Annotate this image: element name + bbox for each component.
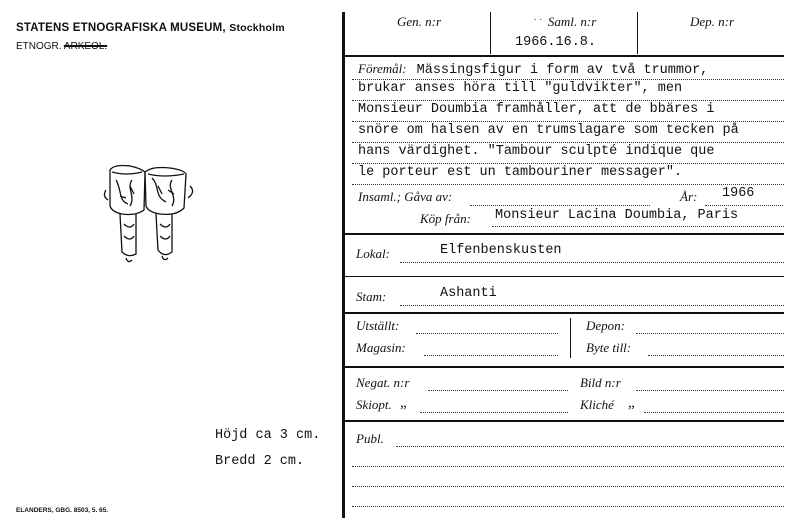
ruled-line	[636, 390, 784, 391]
museum-name: STATENS ETNOGRAFISKA MUSEUM,	[16, 22, 226, 34]
bild-label: Bild n:r	[580, 375, 621, 390]
foremal-line-5: hans värdighet. "Tambour sculpté indique que	[358, 144, 715, 159]
insaml-label: Insaml.; Gåva av:	[358, 189, 453, 204]
stam-label: Stam:	[356, 289, 387, 304]
ruled-line	[648, 355, 784, 356]
ruled-line	[428, 390, 568, 391]
ruled-line	[352, 79, 784, 80]
ruled-line	[352, 486, 784, 487]
storage-divider	[570, 318, 571, 358]
magasin-label: Magasin:	[356, 340, 406, 355]
ruled-line	[352, 121, 784, 122]
museum-title	[16, 22, 285, 34]
kliche-ditto: „	[628, 395, 635, 411]
ruled-line	[400, 305, 784, 306]
ruled-line	[396, 446, 784, 447]
section-rule	[344, 233, 784, 235]
utstallt-label: Utställt:	[356, 318, 400, 333]
kop-label: Köp från:	[420, 211, 471, 226]
foremal-label: Föremål:	[358, 61, 407, 76]
ruled-line	[424, 355, 558, 356]
gen-nr-label: Gen. n:r	[396, 14, 442, 29]
foremal-line-4: snöre om halsen av en trumslagare som tecken på	[358, 123, 739, 138]
dept-arkeol-struck: ARKEOL.	[63, 41, 108, 52]
saml-nr-label: ˙ ˙ Saml. n:r	[532, 14, 597, 29]
museum-city: Stockholm	[229, 22, 285, 34]
kliche-label: Kliché	[580, 397, 614, 412]
card-main-rule	[342, 12, 345, 518]
width-note: Bredd 2 cm.	[215, 454, 305, 469]
header-bottom-rule	[344, 55, 784, 57]
ruled-line	[352, 184, 784, 185]
foremal-line-1: Mässingsfigur i form av två trummor,	[416, 63, 709, 78]
ruled-line	[705, 205, 783, 206]
ruled-line	[352, 506, 784, 507]
ruled-line	[492, 226, 784, 227]
dep-nr-label: Dep. n:r	[689, 14, 735, 29]
section-rule	[344, 366, 784, 368]
ruled-line	[470, 205, 650, 206]
skiopt-ditto: „	[400, 395, 407, 411]
negat-label: Negat. n:r	[356, 375, 410, 390]
header-divider-1	[490, 12, 491, 54]
drum-figure-drawing	[100, 160, 200, 270]
ruled-line	[352, 100, 784, 101]
header-divider-2	[637, 12, 638, 54]
ar-value: 1966	[722, 186, 755, 201]
depon-label: Depon:	[586, 318, 625, 333]
department-line	[16, 41, 107, 52]
ruled-line	[636, 333, 784, 334]
height-note: Höjd ca 3 cm.	[215, 428, 321, 443]
section-rule	[344, 276, 784, 277]
section-rule	[344, 312, 784, 314]
ruled-line	[352, 466, 784, 467]
section-rule	[344, 420, 784, 422]
ruled-line	[644, 412, 784, 413]
lokal-value: Elfenbenskusten	[440, 243, 562, 258]
ruled-line	[352, 142, 784, 143]
ruled-line	[400, 262, 784, 263]
ruled-line	[416, 333, 558, 334]
stam-value: Ashanti	[440, 286, 497, 301]
skiopt-label: Skiopt.	[356, 397, 392, 412]
ar-label: År:	[680, 189, 698, 204]
foremal-line-2: brukar anses höra till "guldvikter", men	[358, 81, 683, 96]
foremal-line-6: le porteur est un tambouriner messager".	[358, 165, 683, 180]
lokal-label: Lokal:	[356, 246, 390, 261]
printer-imprint: ELANDERS, GBG. 8503, 5. 65.	[16, 507, 109, 514]
kop-value: Monsieur Lacina Doumbia, Paris	[495, 208, 739, 223]
dept-etnogr: ETNOGR.	[16, 41, 62, 52]
ruled-line	[352, 163, 784, 164]
byte-label: Byte till:	[586, 340, 632, 355]
publ-label: Publ.	[356, 431, 384, 446]
foremal-line-3: Monsieur Doumbia framhåller, att de bbäres i	[358, 102, 715, 117]
saml-nr-value: 1966.16.8.	[515, 35, 597, 50]
ruled-line	[420, 412, 568, 413]
